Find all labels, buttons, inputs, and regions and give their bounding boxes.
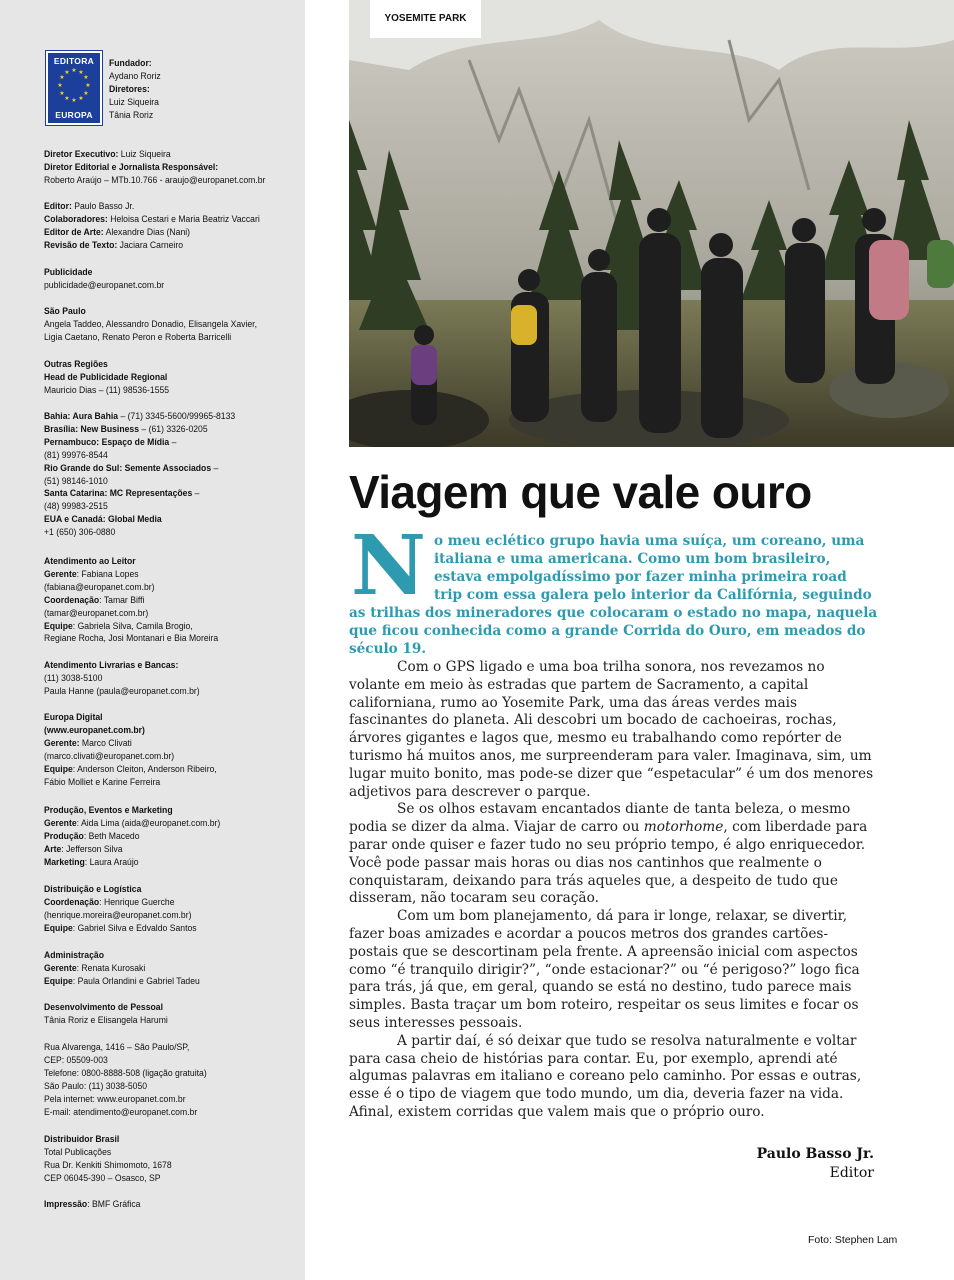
logistics-title: Distribuição e Logística [44, 884, 142, 895]
founder-label: Fundador: [109, 58, 152, 69]
rep-brasilia-value: – (61) 3326-0205 [139, 423, 208, 435]
distributor-title: Distribuidor Brasil [44, 1134, 120, 1145]
art-editor-value: Alexandre Dias (Nani) [105, 226, 191, 238]
reader-team-label: Equipe [44, 620, 73, 632]
distributor-line3: CEP 06045-390 – Osasco, SP [44, 1172, 161, 1184]
svg-text:★: ★ [78, 69, 84, 76]
paragraph-1: Com o GPS ligado e uma boa trilha sonora, nos revezamos no volante em meio às estradas que partem de Sacramento, a capital californiana, rumo ao Yosemite Park, uma das áreas verdes mais fascinantes do planeta. Ali descobri um bocado de cachoeiras, rochas, árvores gigantes e lagos que, mesmo eu trabalhando como repórter de turismo há muitos anos, me surpreenderam para valer. Imaginava, sim, um lugar muito bonito, mas pode-se dizer que “espetacular” é um dos menores adjetivos para descrever o parque. [349, 659, 874, 800]
collab-value: Heloisa Cestari e Maria Beatriz Vaccari [110, 213, 260, 225]
svg-text:★: ★ [71, 97, 77, 102]
ads-title: Publicidade [44, 267, 93, 278]
regions-title: Outras Regiões [44, 359, 108, 370]
digital-manager-label: Gerente: [44, 737, 80, 749]
art-value: : Jefferson Silva [61, 843, 123, 855]
editora-europa-logo [46, 51, 102, 125]
paragraph-2-start: Se os olhos estavam encantados diante de tanta beleza, o mesmo podia se dizer da alma. Viajar de carro ou [349, 801, 851, 836]
editorial-director-label: Diretor Editorial e Jornalista Responsável: [44, 161, 219, 173]
logo-bottom-text: EUROPA [55, 110, 93, 120]
dropcap: N [351, 518, 426, 614]
rep-pernambuco-label: Pernambuco: Espaço de Mídia [44, 436, 170, 448]
rep-bahia-label: Bahia: Aura Bahia [44, 411, 119, 422]
exec-director-value: Luiz Siqueira [120, 149, 171, 160]
paragraph-2 [349, 801, 877, 908]
ads-email: publicidade@europanet.com.br [44, 279, 165, 291]
digital-team-value: : Anderson Cleiton, Anderson Ribeiro, [72, 763, 217, 775]
production-manager-label: Gerente [44, 817, 77, 829]
marketing-value: : Laura Araújo [84, 856, 139, 868]
reader-title: Atendimento ao Leitor [44, 556, 136, 567]
sao-paulo-title: São Paulo [44, 306, 86, 317]
address-line2: CEP: 05509-003 [44, 1054, 108, 1066]
regions-head-label: Head de Publicidade Regional [44, 371, 168, 383]
article-headline: Viagem que vale ouro [349, 466, 812, 518]
paragraph-2-end: , com liberdade para parar onde quiser e fazer tudo no seu próprio tempo, é algo enriquecedor. Você pode passar mais horas ou dias nos cantinhos que realmente o conquistaram, deixando para trás aqueles que, a despeito de tudo que disseram, não tocaram seu coração. [349, 819, 868, 907]
director-2: Tânia Roriz [109, 109, 154, 121]
distributor-line2: Rua Dr. Kenkiti Shimomoto, 1678 [44, 1159, 172, 1171]
rep-sc-label: Santa Catarina: MC Representações [44, 488, 193, 500]
address-line3: Telefone: 0800-8888-508 (ligação gratuita) [44, 1067, 207, 1079]
logistics-coord-email: (henrique.moreira@europanet.com.br) [44, 909, 192, 921]
admin-title: Administração [44, 950, 104, 961]
author-name: Paulo Basso Jr. [756, 1146, 874, 1162]
photo-credit: Foto: Stephen Lam [808, 1234, 898, 1246]
admin-manager-value: : Renata Kurosaki [76, 962, 146, 974]
production-block [44, 805, 220, 870]
print-value: : BMF Gráfica [87, 1199, 141, 1210]
review-value: Jaciara Carneiro [119, 239, 184, 251]
svg-text:★: ★ [59, 90, 65, 97]
svg-text:★: ★ [83, 90, 89, 97]
reps-block [44, 411, 235, 540]
directors-label: Diretores: [109, 83, 150, 95]
hr-title: Desenvolvimento de Pessoal [44, 1002, 164, 1013]
logistics-coord-label: Coordenação [44, 896, 100, 908]
rep-brasilia-label: Brasília: New Business [44, 423, 140, 435]
rep-rs-dash: – [211, 462, 219, 474]
rep-pernambuco-phone: (81) 99976-8544 [44, 449, 108, 461]
article-lead [349, 518, 879, 658]
digital-site: (www.europanet.com.br) [44, 724, 145, 736]
address-line4: São Paulo: (11) 3038-5050 [44, 1080, 148, 1092]
admin-block [44, 950, 200, 989]
address-line6: E-mail: atendimento@europanet.com.br [44, 1106, 198, 1118]
paragraph-3: Com um bom planejamento, dá para ir longe, relaxar, se divertir, fazer boas amizades e acordar a poucos metros dos grandes cartões-postais que se descortinam pela frente. A apreensão inicial com aspectos como “é tranquilo dirigir?”, “onde estacionar?” ou “é perigoso?” logo fica para trás, já que, em geral, quando se está no destino, tudo parece mais simples. Basta traçar um bom roteiro, respeitar os seus limites e focar os seus interesses pessoais. [349, 908, 860, 1031]
art-editor-label: Editor de Arte: [44, 226, 104, 238]
stores-title: Atendimento Livrarias e Bancas: [44, 660, 179, 671]
editorial-block [44, 201, 260, 253]
logistics-team-value: : Gabriel Silva e Edvaldo Santos [72, 922, 197, 934]
distributor-line1: Total Publicações [44, 1146, 112, 1158]
hikers-photo-illustration [349, 0, 954, 447]
reader-coord-email: (tamar@europanet.com.br) [44, 607, 149, 619]
author-role: Editor [829, 1165, 874, 1181]
director-1: Luiz Siqueira [109, 96, 159, 108]
rep-pernambuco-dash: – [169, 436, 177, 448]
svg-text:★: ★ [57, 82, 63, 89]
sao-paulo-line2: Ligia Caetano, Renato Peron e Roberta Barricelli [44, 331, 232, 343]
stores-block [44, 660, 200, 699]
digital-manager-value: Marco Clivati [81, 737, 132, 749]
editorial-director-value: Roberto Araújo – MTb.10.766 - araujo@europanet.com.br [44, 174, 266, 186]
svg-text:★: ★ [85, 82, 91, 89]
reader-service-block [44, 556, 218, 646]
editor-value: Paulo Basso Jr. [74, 201, 135, 212]
print-block [44, 1199, 140, 1212]
print-label: Impressão [44, 1199, 88, 1210]
regions-block [44, 359, 169, 398]
founders-block [109, 58, 161, 123]
admin-team-value: : Paula Orlandini e Gabriel Tadeu [72, 975, 200, 987]
digital-team-line2: Fábio Molliet e Karine Ferreira [44, 776, 161, 788]
stores-contact: Paula Hanne (paula@europanet.com.br) [44, 685, 200, 697]
reader-manager-label: Gerente [44, 568, 77, 580]
paragraph-4: A partir daí, é só deixar que tudo se resolva naturalmente e voltar para casa cheio de histórias para contar. Eu, por exemplo, aprendi até algumas palavras em italiano e coreano pelo caminho. Por essas e outras, esse é o tipo de viagem que todo mundo, um dia, deveria fazer na vida. Afinal, existem corridas que valem mais que o próprio ouro. [349, 1032, 862, 1120]
address-block [44, 1042, 207, 1119]
logistics-block [44, 884, 197, 936]
digital-manager-email: (marco.clivati@europanet.com.br) [44, 750, 175, 762]
collab-label: Colaboradores: [44, 213, 108, 225]
hr-block [44, 1002, 168, 1028]
logistics-coord-value: : Henrique Guerche [99, 896, 175, 908]
sao-paulo-line1: Angela Taddeo, Alessandro Donadio, Elisangela Xavier, [44, 318, 257, 330]
ads-block [44, 267, 164, 293]
paragraph-2-emphasis: motorhome [643, 819, 724, 836]
reader-manager-value: : Fabiana Lopes [76, 568, 139, 580]
sao-paulo-block [44, 306, 257, 345]
svg-text:★: ★ [64, 95, 70, 102]
editor-label: Editor: [44, 201, 72, 212]
rep-usa-label: EUA e Canadá: Global Media [44, 514, 162, 526]
stores-phone: (11) 3038-5100 [44, 672, 103, 684]
svg-text:★: ★ [78, 95, 84, 102]
marketing-label: Marketing [44, 856, 85, 868]
production-title: Produção, Eventos e Marketing [44, 805, 173, 816]
digital-team-label: Equipe [44, 763, 73, 775]
exec-director-label: Diretor Executivo: [44, 149, 119, 160]
svg-text:★: ★ [83, 74, 89, 81]
admin-manager-label: Gerente [44, 962, 77, 974]
production-manager-value: : Aida Lima (aida@europanet.com.br) [76, 817, 221, 829]
reader-coord-label: Coordenação [44, 594, 100, 606]
founder-name: Aydano Roriz [109, 70, 161, 82]
production-label: Produção [44, 830, 84, 842]
review-label: Revisão de Texto: [44, 239, 118, 251]
admin-team-label: Equipe [44, 975, 73, 987]
art-label: Arte [44, 843, 62, 855]
reader-team-value: : Gabriela Silva, Camila Brogio, [72, 620, 193, 632]
digital-block [44, 712, 217, 789]
svg-text:★: ★ [64, 69, 70, 76]
svg-text:★: ★ [59, 74, 65, 81]
rep-rs-phone: (51) 98146-1010 [44, 475, 108, 487]
digital-title: Europa Digital [44, 712, 103, 723]
svg-text:★: ★ [71, 68, 77, 74]
rep-sc-dash: – [192, 488, 200, 500]
photo-tag: YOSEMITE PARK [370, 0, 481, 38]
yosemite-photo [349, 0, 954, 447]
production-value: : Beth Macedo [83, 830, 140, 842]
rep-sc-phone: (48) 99983-2515 [44, 501, 108, 513]
logistics-team-label: Equipe [44, 922, 73, 934]
reader-manager-email: (fabiana@europanet.com.br) [44, 581, 155, 593]
rep-rs-label: Rio Grande do Sul: Semente Associados [44, 462, 212, 474]
executive-block [44, 149, 265, 188]
lead-text: o meu eclético grupo havia uma suíça, um coreano, uma italiana e uma americana. Como um bom brasileiro, estava empolgadíssimo por fazer minha primeira road trip com essa galera pelo interior da Califórnia, seguindo as trilhas dos mineradores que colocaram o estado no mapa, naquela que ficou conhecida como a grande Corrida do Ouro, em meados do século 19. [349, 533, 878, 657]
address-line1: Rua Alvarenga, 1416 – São Paulo/SP, [44, 1042, 190, 1053]
reader-team-line2: Regiane Rocha, Josi Montanari e Bia Moreira [44, 633, 219, 645]
address-line5: Pela internet: www.europanet.com.br [44, 1093, 186, 1105]
article-body [349, 659, 877, 1122]
signoff [757, 1145, 874, 1183]
star-ring-icon [57, 68, 91, 102]
rep-bahia-value: – (71) 3345-5600/99965-8133 [118, 411, 236, 422]
logo-top-text: EDITORA [53, 56, 95, 66]
rep-usa-phone: +1 (650) 306-0880 [44, 527, 116, 539]
distributor-block [44, 1134, 172, 1186]
reader-coord-value: : Tamar Biffi [99, 594, 145, 606]
regions-head-value: Mauricio Dias – (11) 98536-1555 [44, 384, 170, 396]
hr-names: Tânia Roriz e Elisangela Harumi [44, 1014, 168, 1026]
